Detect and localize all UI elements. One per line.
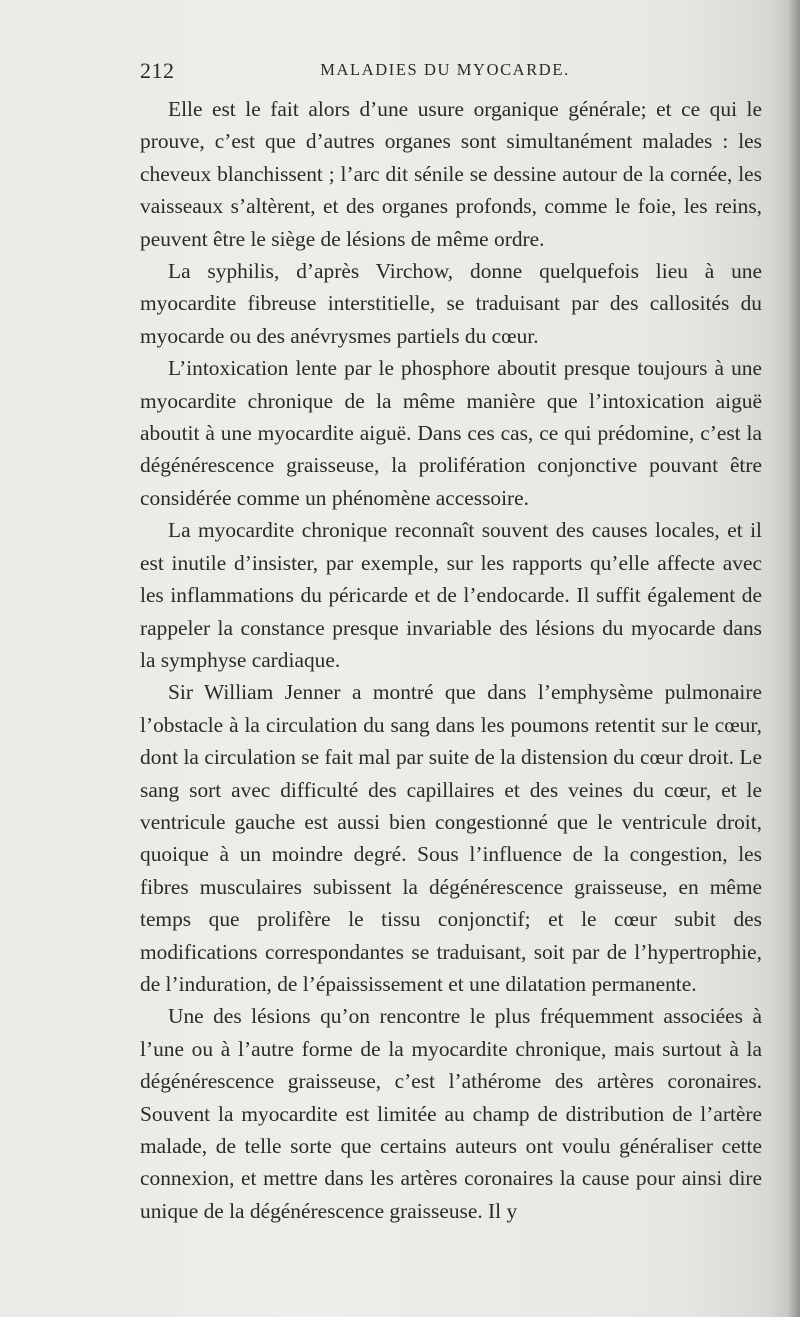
paragraph-atherome: Une des lésions qu’on rencontre le plus fréquemment associées à l’une ou à l’autre forme de la myocardite chronique, mais surtout à la dégénérescence graisseuse, c’est l’athérome des artères coronaires. Souvent la myocardite est limitée au champ de distribution de l’artère malade, de telle sorte que certains auteurs ont voulu généraliser cette connexion, et mettre dans les artères coronaires la cause pour ainsi dire unique de la dégénérescence graisseuse. Il y [140, 1004, 762, 1223]
body-text [140, 93, 762, 1227]
page-header [140, 58, 760, 88]
paragraph-usure: Elle est le fait alors d’une usure organique générale; et ce qui le prouve, c’est que d’autres organes sont simultanément malades : les cheveux blanchissent ; l’arc dit sénile se dessine autour de la cornée, les vaisseaux s’altèrent, et des organes profonds, comme le foie, les reins, peuvent être le siège de lésions de même ordre. [140, 97, 762, 251]
paragraph-intoxication: L’intoxication lente par le phosphore aboutit presque toujours à une myocardite chronique de la même manière que l’intoxication aiguë aboutit à une myocardite aiguë. Dans ces cas, ce qui prédomine, c’est la dégénérescence graisseuse, la prolifération conjonctive pouvant être considérée comme un phénomène accessoire. [140, 356, 762, 510]
page-edge-shadow [786, 0, 800, 1317]
paragraph-causes-locales: La myocardite chronique reconnaît souvent des causes locales, et il est inutile d’insister, par exemple, sur les rapports qu’elle affecte avec les inflammations du péricarde et de l’endocarde. Il suffit également de rappeler la constance presque invariable des lésions du myocarde dans la symphyse cardiaque. [140, 518, 762, 672]
paragraph-emphyseme: Sir William Jenner a montré que dans l’emphysème pulmonaire l’obstacle à la circulation du sang dans les poumons retentit sur le cœur, dont la circulation se fait mal par suite de la distension du cœur droit. Le sang sort avec difficulté des capillaires et des veines du cœur, et le ventricule gauche est aussi bien congestionné que le ventricule droit, quoique à un moindre degré. Sous l’influence de la congestion, les fibres musculaires subissent la dégénérescence graisseuse, en même temps que prolifère le tissu conjonctif; et le cœur subit des modifications correspondantes se traduisant, soit par de l’hypertrophie, de l’induration, de l’épaississement et une dilatation permanente. [140, 680, 762, 996]
paragraph-syphilis: La syphilis, d’après Virchow, donne quelquefois lieu à une myocardite fibreuse interstitielle, se traduisant par des callosités du myocarde ou des anévrysmes partiels du cœur. [140, 259, 762, 348]
running-title: MALADIES DU MYOCARDE. [320, 60, 570, 79]
page-number: 212 [140, 58, 175, 83]
